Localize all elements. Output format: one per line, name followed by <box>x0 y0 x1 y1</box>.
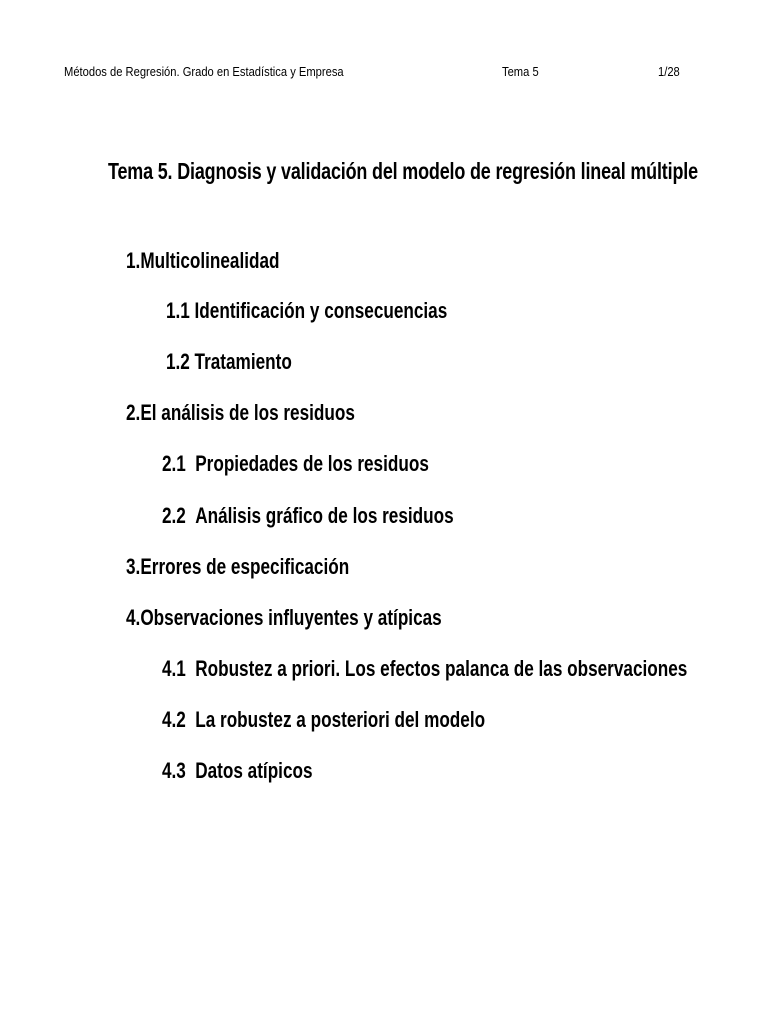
toc-item-text: Identificación y consecuencias <box>194 298 448 323</box>
document-title: Tema 5. Diagnosis y validación del modelo de regresión lineal múltiple <box>108 158 698 184</box>
toc-item-number: 4.1 <box>162 656 186 681</box>
toc-item-text: Observaciones influyentes y atípicas <box>140 605 442 630</box>
toc-item-4-3 <box>162 758 313 784</box>
toc-item-number: 4.3 <box>162 758 186 783</box>
toc-item-number: 1. <box>126 248 141 273</box>
toc-item-text: Multicolinealidad <box>140 248 280 273</box>
header-topic: Tema 5 <box>502 64 539 79</box>
toc-item-text: Tratamiento <box>194 349 292 374</box>
toc-item-4-1 <box>162 656 687 682</box>
toc-item-number: 3. <box>126 554 141 579</box>
toc-item-number: 4.2 <box>162 707 186 732</box>
toc-item-text: Datos atípicos <box>195 758 313 783</box>
page-header <box>0 64 768 84</box>
toc-item-text: El análisis de los residuos <box>140 400 355 425</box>
header-course: Métodos de Regresión. Grado en Estadística y Empresa <box>64 64 344 79</box>
toc-item-2-1 <box>162 451 429 477</box>
toc-item-number: 2.1 <box>162 451 186 476</box>
toc-item-number: 1.1 <box>166 298 190 323</box>
toc-item-text: Errores de especificación <box>140 554 350 579</box>
toc-item-text: La robustez a posteriori del modelo <box>195 707 486 732</box>
header-page-number: 1/28 <box>658 64 680 79</box>
toc-item-number: 1.2 <box>166 349 190 374</box>
toc-item-4-2 <box>162 707 485 733</box>
toc-item-2 <box>126 400 355 426</box>
toc-item-1 <box>126 248 280 274</box>
toc-item-text: Propiedades de los residuos <box>195 451 429 476</box>
toc-item-number: 2. <box>126 400 141 425</box>
toc-item-text: Análisis gráfico de los residuos <box>195 503 454 528</box>
toc-item-3 <box>126 554 349 580</box>
toc-item-text: Robustez a priori. Los efectos palanca de las observaciones <box>195 656 688 681</box>
toc-item-number: 2.2 <box>162 503 186 528</box>
toc-item-number: 4. <box>126 605 141 630</box>
toc-item-1-2 <box>166 349 292 375</box>
toc-item-4 <box>126 605 442 631</box>
toc-item-1-1 <box>166 298 447 324</box>
toc-item-2-2 <box>162 503 454 529</box>
